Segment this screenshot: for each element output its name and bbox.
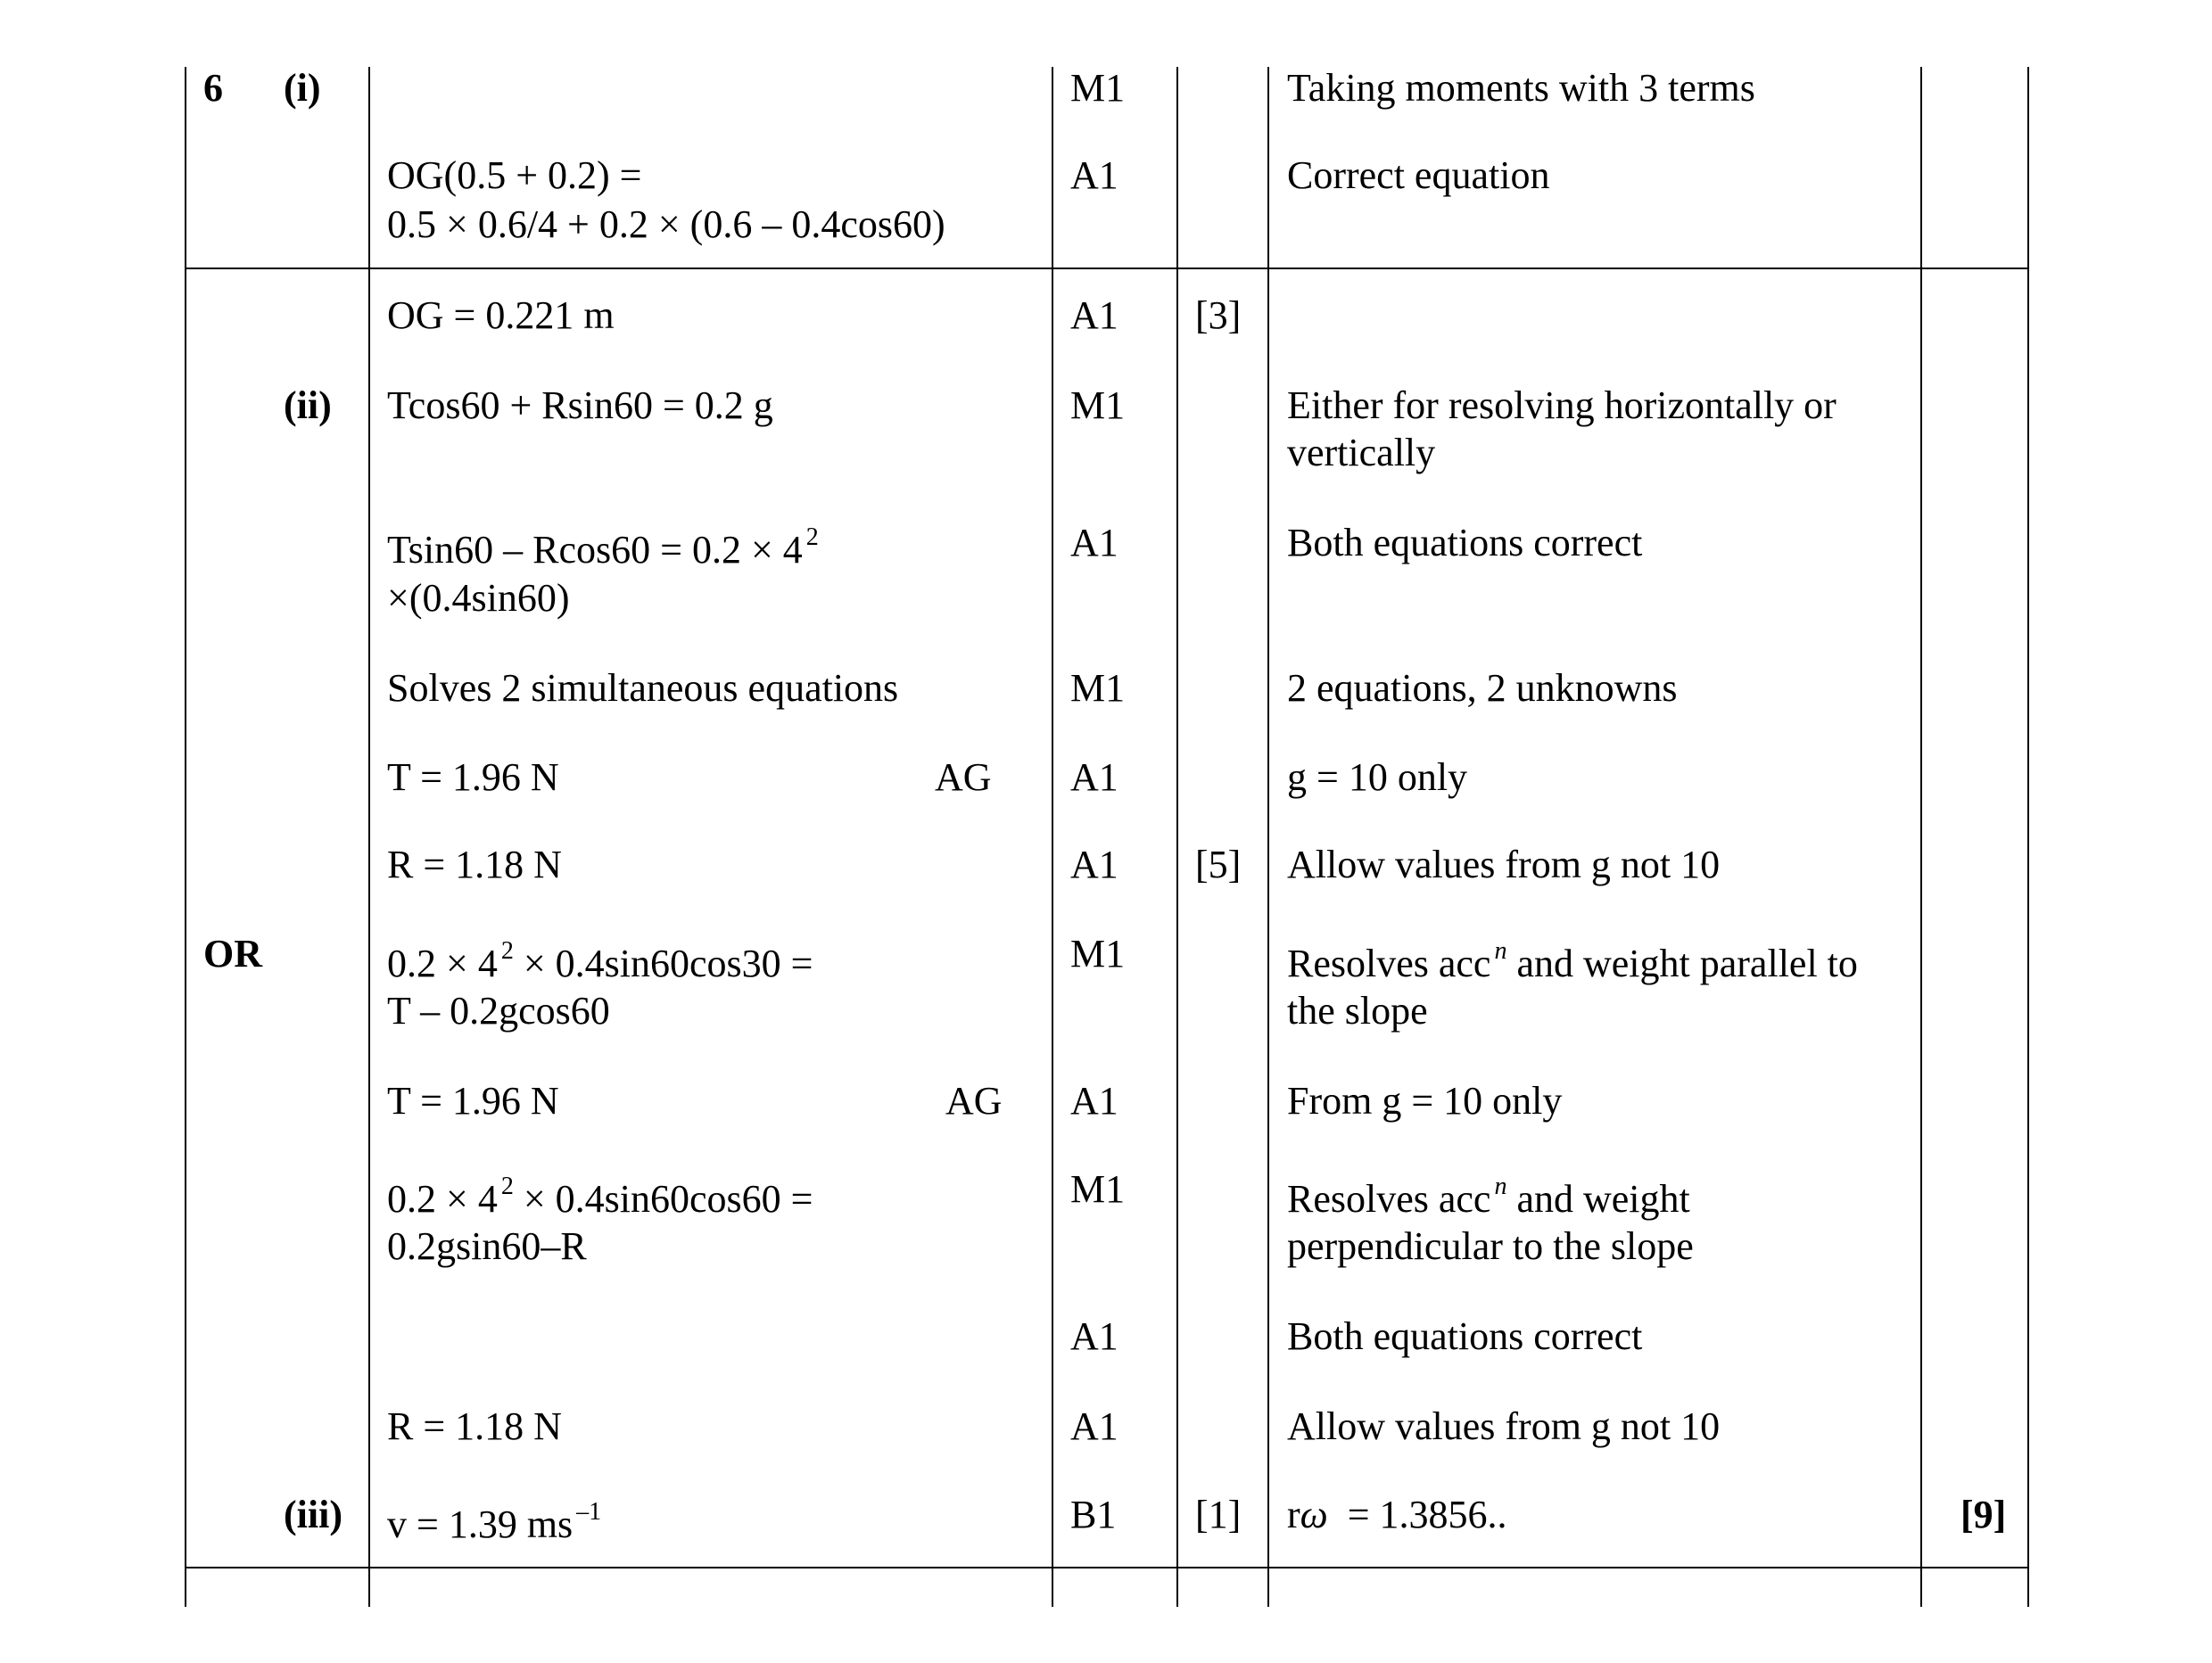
mark-cell: A1 <box>1070 1404 1118 1448</box>
answer-cell: T = 1.96 N <box>387 1079 559 1123</box>
guidance-text: = 1.3856.. <box>1327 1493 1507 1536</box>
guidance-cell <box>1287 937 1858 988</box>
guidance-cell <box>1287 1175 1690 1223</box>
mark-cell: M1 <box>1070 383 1126 427</box>
row-separator <box>185 268 2029 269</box>
mark-cell: A1 <box>1070 521 1118 564</box>
omega-symbol: ω <box>1300 1493 1328 1536</box>
guidance-text: and weight <box>1506 1177 1690 1221</box>
part-label-ii: (ii) <box>284 383 332 427</box>
mark-cell: A1 <box>1070 153 1118 197</box>
guidance-cell: vertically <box>1287 431 1436 474</box>
question-total: [9] <box>1960 1493 2007 1536</box>
mark-cell: B1 <box>1070 1493 1117 1536</box>
row-separator-bottom <box>185 1567 2029 1568</box>
answer-cell <box>387 523 819 574</box>
answer-cell: T = 1.96 N <box>387 755 559 799</box>
answer-cell: ×(0.4sin60) <box>387 576 570 620</box>
guidance-cell: Allow values from g not 10 <box>1287 1404 1721 1448</box>
guidance-cell: Both equations correct <box>1287 1314 1643 1358</box>
part-label-i: (i) <box>284 66 321 110</box>
part-label-or: OR <box>203 932 262 976</box>
guidance-text: Resolves acc <box>1287 1177 1491 1221</box>
table-divider-total <box>1176 67 1178 1607</box>
guidance-text: and weight parallel to <box>1506 942 1858 985</box>
table-divider-qtotal <box>1920 67 1922 1607</box>
answer-cell <box>387 1175 813 1223</box>
answer-tag: AG <box>945 1079 1003 1123</box>
answer-text: v = 1.39 ms <box>387 1502 574 1546</box>
guidance-cell <box>1287 1491 1507 1539</box>
answer-cell <box>387 937 813 988</box>
mark-cell: M1 <box>1070 1167 1126 1211</box>
table-divider-mark <box>1052 67 1053 1607</box>
part-label-iii: (iii) <box>284 1493 343 1536</box>
answer-cell: 0.5 × 0.6/4 + 0.2 × (0.6 – 0.4cos60) <box>387 202 945 246</box>
table-border-left <box>185 67 186 1607</box>
guidance-cell: From g = 10 only <box>1287 1079 1563 1123</box>
answer-cell <box>387 1498 602 1549</box>
mark-cell: A1 <box>1070 1079 1118 1123</box>
superscript: –1 <box>576 1498 602 1526</box>
answer-text: × 0.4sin60cos60 = <box>513 1177 813 1221</box>
answer-cell: R = 1.18 N <box>387 1404 562 1448</box>
guidance-text: r <box>1287 1493 1300 1536</box>
mark-cell: M1 <box>1070 932 1126 976</box>
guidance-cell: perpendicular to the slope <box>1287 1224 1694 1268</box>
guidance-cell: Either for resolving horizontally or <box>1287 383 1836 427</box>
guidance-cell: Taking moments with 3 terms <box>1287 66 1755 110</box>
superscript: 2 <box>500 1173 514 1200</box>
answer-text: 0.2 × 4 <box>387 1177 498 1221</box>
table-divider-guidance <box>1267 67 1269 1607</box>
table-divider-answer <box>368 67 370 1607</box>
answer-text: × 0.4sin60cos30 = <box>513 942 813 985</box>
mark-cell: A1 <box>1070 755 1118 799</box>
superscript: n <box>1494 937 1507 965</box>
question-number: 6 <box>203 66 223 110</box>
superscript: 2 <box>500 937 514 965</box>
mark-cell: A1 <box>1070 843 1118 886</box>
guidance-cell: g = 10 only <box>1287 755 1468 799</box>
mark-cell: M1 <box>1070 666 1126 710</box>
guidance-cell: Allow values from g not 10 <box>1287 843 1721 886</box>
total-cell: [5] <box>1195 843 1242 886</box>
answer-cell: Tcos60 + Rsin60 = 0.2 g <box>387 383 773 427</box>
mark-cell: A1 <box>1070 1314 1118 1358</box>
guidance-cell: 2 equations, 2 unknowns <box>1287 666 1678 710</box>
mark-cell: A1 <box>1070 293 1118 337</box>
mark-cell: M1 <box>1070 66 1126 110</box>
table-border-right <box>2027 67 2029 1607</box>
answer-cell: OG(0.5 + 0.2) = <box>387 153 642 197</box>
answer-cell: T – 0.2gcos60 <box>387 989 610 1033</box>
guidance-text: Resolves acc <box>1287 942 1491 985</box>
guidance-cell: Correct equation <box>1287 153 1550 197</box>
answer-cell: Solves 2 simultaneous equations <box>387 666 899 710</box>
guidance-cell: Both equations correct <box>1287 521 1643 564</box>
superscript: n <box>1494 1173 1507 1200</box>
answer-cell: OG = 0.221 m <box>387 293 615 337</box>
total-cell: [3] <box>1195 293 1242 337</box>
answer-cell: R = 1.18 N <box>387 843 562 886</box>
answer-tag: AG <box>935 755 992 799</box>
superscript: 2 <box>805 523 819 551</box>
answer-text: 0.2 × 4 <box>387 942 498 985</box>
answer-cell: 0.2gsin60–R <box>387 1224 587 1268</box>
guidance-cell: the slope <box>1287 989 1428 1033</box>
total-cell: [1] <box>1195 1493 1242 1536</box>
answer-text: Tsin60 – Rcos60 = 0.2 × 4 <box>387 528 803 572</box>
